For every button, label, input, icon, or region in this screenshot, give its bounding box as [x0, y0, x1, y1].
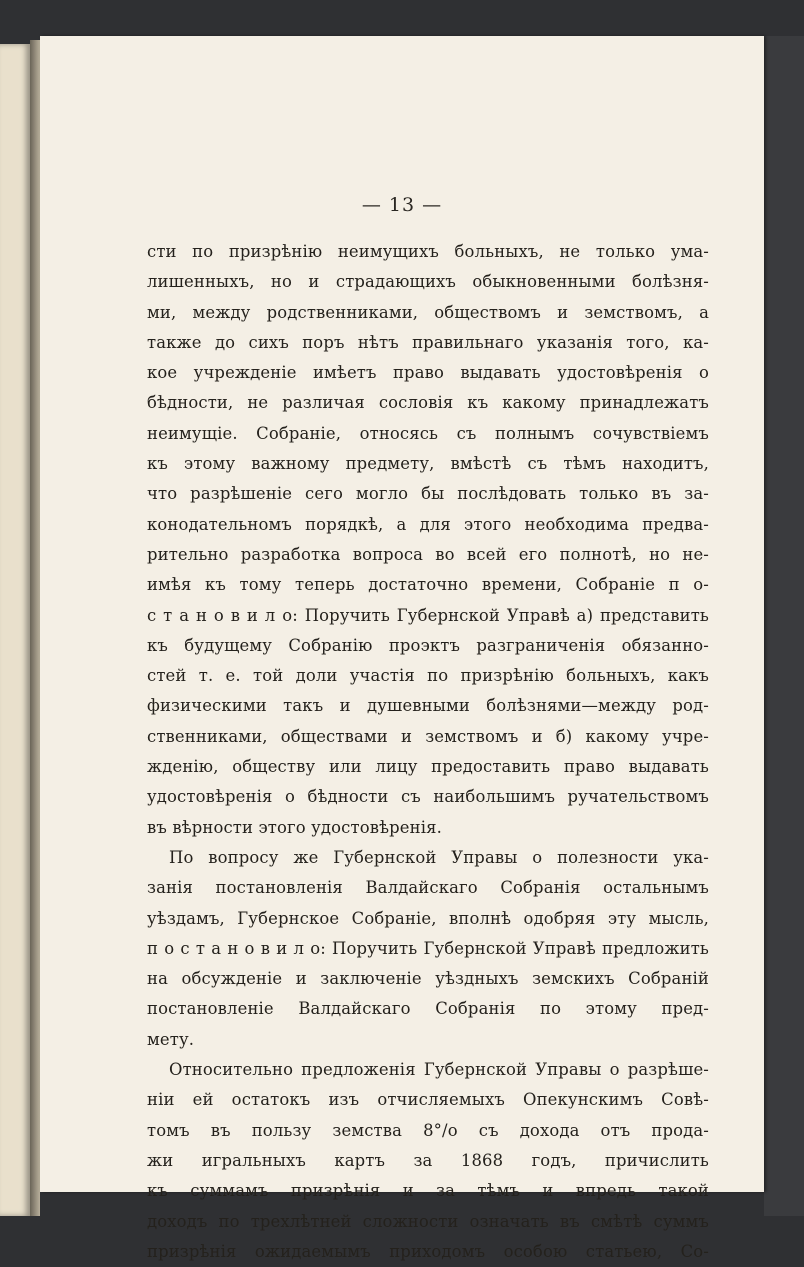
text-line: ми, между родственниками, обществомъ и земствомъ, а [147, 302, 709, 322]
text-line: занія постановленія Валдайскаго Собранія остальнымъ [147, 878, 709, 898]
text-line: томъ въ пользу земства 8°/о съ дохода отъ прода- [147, 1120, 709, 1140]
text-line: Относительно предложенія Губернской Управы о разрѣше- [169, 1060, 709, 1080]
page-text [147, 237, 709, 1267]
text-line: также до сихъ поръ нѣтъ правильнаго указанія того, ка- [147, 332, 709, 352]
text-line: что разрѣшеніе сего могло бы послѣдовать только въ за- [147, 484, 709, 504]
text-line: призрѣнія ожидаемымъ приходомъ особою статьею, Со- [147, 1241, 709, 1261]
text-line: имѣя къ тому теперь достаточно времени, Собраніе п о- [147, 575, 709, 595]
text-line: лишенныхъ, но и страдающихъ обыкновенными болѣзня- [147, 272, 709, 292]
book-page [40, 36, 764, 1261]
text-line: доходъ по трехлѣтней сложности означать въ смѣтѣ суммъ [147, 1211, 709, 1231]
text-line: с т а н о в и л о: Поручить Губернской Управѣ а) представить [147, 605, 709, 625]
text-line: физическими такъ и душевными болѣзнями—между род- [147, 696, 709, 716]
page-number: — 13 — [361, 194, 443, 216]
text-line: ніи ей остатокъ изъ отчисляемыхъ Опекунскимъ Совѣ- [147, 1090, 709, 1110]
left-page-edge [0, 44, 30, 1216]
text-line: конодательномъ порядкѣ, а для этого необходима предва- [147, 514, 709, 534]
text-line: п о с т а н о в и л о: Поручить Губернской Управѣ предложить [147, 938, 709, 958]
scan-background [764, 36, 804, 1216]
text-line: кое учрежденіе имѣетъ право выдавать удостовѣренія о [147, 363, 709, 383]
text-line: къ этому важному предмету, вмѣстѣ съ тѣмъ находитъ, [147, 454, 709, 474]
text-line: По вопросу же Губернской Управы о полезности ука- [169, 847, 709, 867]
text-line: на обсужденіе и заключеніе уѣздныхъ земскихъ Собраній [147, 969, 709, 989]
text-line: стей т. е. той доли участія по призрѣнію больныхъ, какъ [147, 666, 709, 686]
text-line: жи игральныхъ картъ за 1868 годъ, причислить [147, 1150, 709, 1170]
text-line: бѣдности, не различая сословія къ какому принадлежатъ [147, 393, 709, 413]
text-line: уѣздамъ, Губернское Собраніе, вполнѣ одобряя эту мысль, [147, 908, 709, 928]
text-line: сти по призрѣнію неимущихъ больныхъ, не только ума- [147, 242, 709, 261]
text-line: къ будущему Собранію проэктъ разграниченія обязанно- [147, 635, 709, 655]
book-gutter [30, 40, 40, 1216]
text-line: жденію, обществу или лицу предоставить право выдавать [147, 757, 709, 777]
text-line: мету. [147, 1029, 195, 1049]
text-line: ственниками, обществами и земствомъ и б) какому учре- [147, 726, 709, 746]
text-line: въ вѣрности этого удостовѣренія. [147, 817, 442, 837]
text-line: къ суммамъ призрѣнія и за тѣмъ и впредь такой [147, 1181, 709, 1201]
text-line: удостовѣренія о бѣдности съ наибольшимъ ручательствомъ [147, 787, 709, 807]
text-line: постановленіе Валдайскаго Собранія по этому пред- [147, 999, 709, 1019]
text-line: неимущіе. Собраніе, относясь съ полнымъ сочувствіемъ [147, 423, 709, 443]
text-line: рительно разработка вопроса во всей его полнотѣ, но не- [147, 544, 709, 564]
